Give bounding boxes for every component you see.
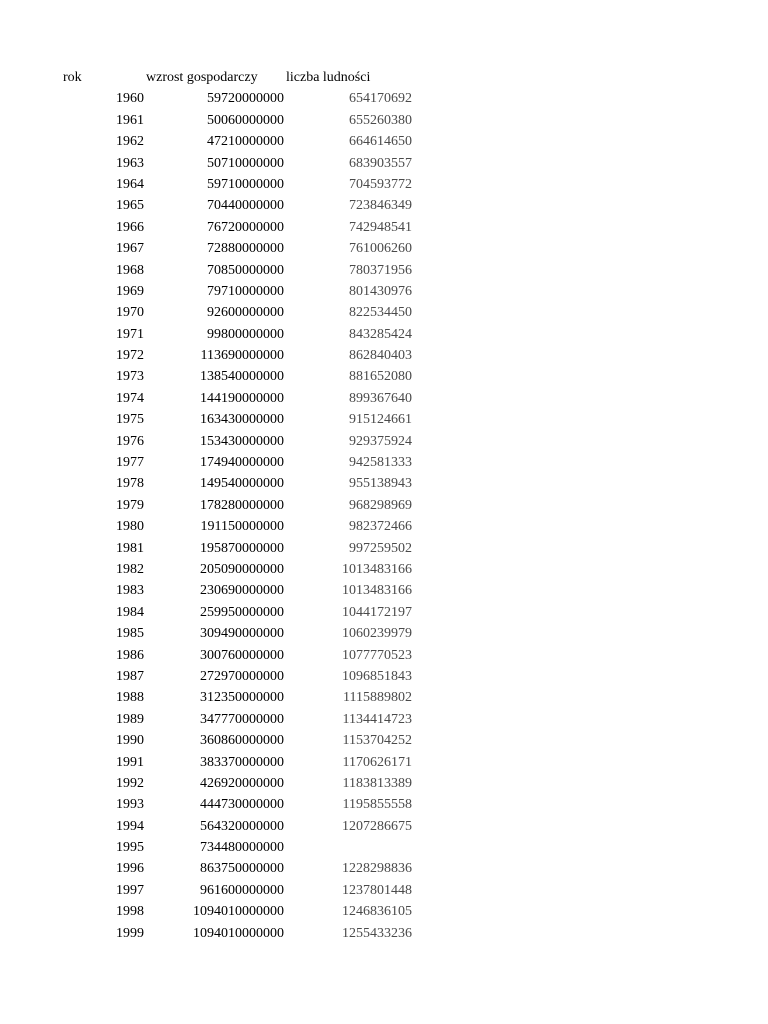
population-cell: 822534450 [349, 305, 412, 321]
year-cell: 1967 [116, 241, 144, 257]
economic-growth-cell: 76720000000 [207, 219, 284, 235]
table-row [0, 281, 768, 302]
economic-growth-cell: 360860000000 [200, 733, 284, 749]
table-row [0, 816, 768, 837]
population-cell: 1134414723 [342, 711, 412, 727]
population-cell: 704593772 [349, 176, 412, 192]
population-cell: 1207286675 [342, 818, 412, 834]
table-row [0, 473, 768, 494]
year-cell: 1979 [116, 497, 144, 513]
table-row [0, 345, 768, 366]
economic-growth-cell: 191150000000 [200, 519, 284, 535]
header-economic-growth: wzrost gospodarczy [146, 70, 258, 85]
table-row [0, 709, 768, 730]
table-row [0, 666, 768, 687]
economic-growth-cell: 863750000000 [200, 861, 284, 877]
year-cell: 1997 [116, 882, 144, 898]
economic-growth-cell: 163430000000 [200, 412, 284, 428]
economic-growth-cell: 564320000000 [200, 818, 284, 834]
table-row [0, 88, 768, 109]
population-cell: 1096851843 [342, 668, 412, 684]
table-row [0, 366, 768, 387]
year-cell: 1964 [116, 176, 144, 192]
year-cell: 1963 [116, 155, 144, 171]
year-cell: 1994 [116, 818, 144, 834]
data-rows [0, 88, 768, 944]
year-cell: 1983 [116, 583, 144, 599]
economic-growth-cell: 272970000000 [200, 668, 284, 684]
population-cell: 1228298836 [342, 861, 412, 877]
economic-growth-cell: 178280000000 [200, 497, 284, 513]
table-row [0, 880, 768, 901]
economic-growth-cell: 59710000000 [207, 176, 284, 192]
year-cell: 1999 [116, 925, 144, 941]
economic-growth-cell: 149540000000 [200, 476, 284, 492]
economic-growth-cell: 961600000000 [200, 882, 284, 898]
economic-growth-cell: 1094010000000 [193, 904, 284, 920]
population-cell: 1013483166 [342, 561, 412, 577]
economic-growth-cell: 174940000000 [200, 455, 284, 471]
population-cell: 899367640 [349, 390, 412, 406]
year-cell: 1981 [116, 540, 144, 556]
table-row [0, 516, 768, 537]
population-cell: 915124661 [349, 412, 412, 428]
economic-growth-cell: 50060000000 [207, 112, 284, 128]
year-cell: 1998 [116, 904, 144, 920]
table-row [0, 324, 768, 345]
economic-growth-cell: 144190000000 [200, 390, 284, 406]
population-cell: 955138943 [349, 476, 412, 492]
table-row [0, 495, 768, 516]
economic-growth-cell: 138540000000 [200, 369, 284, 385]
table-row [0, 217, 768, 238]
economic-growth-cell: 300760000000 [200, 647, 284, 663]
economic-growth-cell: 195870000000 [200, 540, 284, 556]
header-population: liczba ludności [286, 70, 371, 85]
table-row [0, 388, 768, 409]
economic-growth-cell: 70850000000 [207, 262, 284, 278]
year-cell: 1992 [116, 775, 144, 791]
table-row [0, 687, 768, 708]
year-cell: 1982 [116, 561, 144, 577]
economic-growth-cell: 59720000000 [207, 91, 284, 107]
economic-growth-cell: 309490000000 [200, 626, 284, 642]
economic-growth-cell: 79710000000 [207, 283, 284, 299]
economic-growth-cell: 72880000000 [207, 241, 284, 257]
economic-growth-cell: 205090000000 [200, 561, 284, 577]
population-cell: 1237801448 [342, 882, 412, 898]
population-cell: 1153704252 [342, 733, 412, 749]
table-row [0, 409, 768, 430]
population-cell: 761006260 [349, 241, 412, 257]
year-cell: 1991 [116, 754, 144, 770]
table-row [0, 752, 768, 773]
table-row [0, 110, 768, 131]
population-cell: 997259502 [349, 540, 412, 556]
year-cell: 1978 [116, 476, 144, 492]
population-cell: 1195855558 [342, 797, 412, 813]
economic-growth-cell: 230690000000 [200, 583, 284, 599]
population-cell: 862840403 [349, 348, 412, 364]
economic-growth-cell: 312350000000 [200, 690, 284, 706]
population-cell: 655260380 [349, 112, 412, 128]
economic-growth-cell: 383370000000 [200, 754, 284, 770]
population-cell: 982372466 [349, 519, 412, 535]
header-year: rok [63, 70, 82, 85]
economic-growth-cell: 92600000000 [207, 305, 284, 321]
table-row [0, 645, 768, 666]
population-cell: 742948541 [349, 219, 412, 235]
population-cell: 843285424 [349, 326, 412, 342]
economic-growth-cell: 347770000000 [200, 711, 284, 727]
year-cell: 1987 [116, 668, 144, 684]
year-cell: 1968 [116, 262, 144, 278]
population-cell: 1013483166 [342, 583, 412, 599]
year-cell: 1969 [116, 283, 144, 299]
year-cell: 1971 [116, 326, 144, 342]
table-row [0, 195, 768, 216]
table-row [0, 623, 768, 644]
economic-growth-cell: 259950000000 [200, 604, 284, 620]
year-cell: 1985 [116, 626, 144, 642]
population-cell: 1170626171 [342, 754, 412, 770]
economic-growth-cell: 99800000000 [207, 326, 284, 342]
year-cell: 1976 [116, 433, 144, 449]
economic-growth-cell: 113690000000 [200, 348, 284, 364]
year-cell: 1995 [116, 840, 144, 856]
year-cell: 1990 [116, 733, 144, 749]
table-row [0, 559, 768, 580]
population-cell: 1044172197 [342, 604, 412, 620]
population-cell: 1183813389 [342, 775, 412, 791]
economic-growth-cell: 50710000000 [207, 155, 284, 171]
economic-growth-cell: 153430000000 [200, 433, 284, 449]
year-cell: 1988 [116, 690, 144, 706]
population-cell: 683903557 [349, 155, 412, 171]
table-row [0, 773, 768, 794]
economic-growth-cell: 426920000000 [200, 775, 284, 791]
economic-growth-cell: 47210000000 [207, 134, 284, 150]
table-row [0, 260, 768, 281]
table-row [0, 923, 768, 944]
economic-growth-cell: 444730000000 [200, 797, 284, 813]
year-cell: 1960 [116, 91, 144, 107]
population-cell: 780371956 [349, 262, 412, 278]
table-row [0, 794, 768, 815]
year-cell: 1984 [116, 604, 144, 620]
year-cell: 1961 [116, 112, 144, 128]
header-row [0, 67, 768, 88]
table-row [0, 302, 768, 323]
table-row [0, 452, 768, 473]
year-cell: 1962 [116, 134, 144, 150]
population-cell: 664614650 [349, 134, 412, 150]
table-row [0, 431, 768, 452]
year-cell: 1996 [116, 861, 144, 877]
economic-growth-cell: 1094010000000 [193, 925, 284, 941]
year-cell: 1970 [116, 305, 144, 321]
population-cell: 881652080 [349, 369, 412, 385]
table-row [0, 174, 768, 195]
table-row [0, 901, 768, 922]
economic-growth-cell: 734480000000 [200, 840, 284, 856]
economic-growth-cell: 70440000000 [207, 198, 284, 214]
table-row [0, 238, 768, 259]
population-cell: 654170692 [349, 91, 412, 107]
population-cell: 968298969 [349, 497, 412, 513]
year-cell: 1989 [116, 711, 144, 727]
year-cell: 1975 [116, 412, 144, 428]
table-row [0, 602, 768, 623]
population-cell: 1115889802 [343, 690, 412, 706]
table-row [0, 858, 768, 879]
table-row [0, 131, 768, 152]
table-row [0, 730, 768, 751]
year-cell: 1965 [116, 198, 144, 214]
population-cell: 1246836105 [342, 904, 412, 920]
population-cell: 1255433236 [342, 925, 412, 941]
year-cell: 1972 [116, 348, 144, 364]
table-row [0, 538, 768, 559]
year-cell: 1974 [116, 390, 144, 406]
year-cell: 1966 [116, 219, 144, 235]
year-cell: 1986 [116, 647, 144, 663]
population-cell: 929375924 [349, 433, 412, 449]
year-cell: 1980 [116, 519, 144, 535]
data-sheet [0, 67, 768, 944]
population-cell: 1060239979 [342, 626, 412, 642]
year-cell: 1973 [116, 369, 144, 385]
table-row [0, 837, 768, 858]
year-cell: 1993 [116, 797, 144, 813]
table-row [0, 153, 768, 174]
population-cell: 942581333 [349, 455, 412, 471]
population-cell: 723846349 [349, 198, 412, 214]
population-cell: 1077770523 [342, 647, 412, 663]
year-cell: 1977 [116, 455, 144, 471]
table-row [0, 580, 768, 601]
population-cell: 801430976 [349, 283, 412, 299]
